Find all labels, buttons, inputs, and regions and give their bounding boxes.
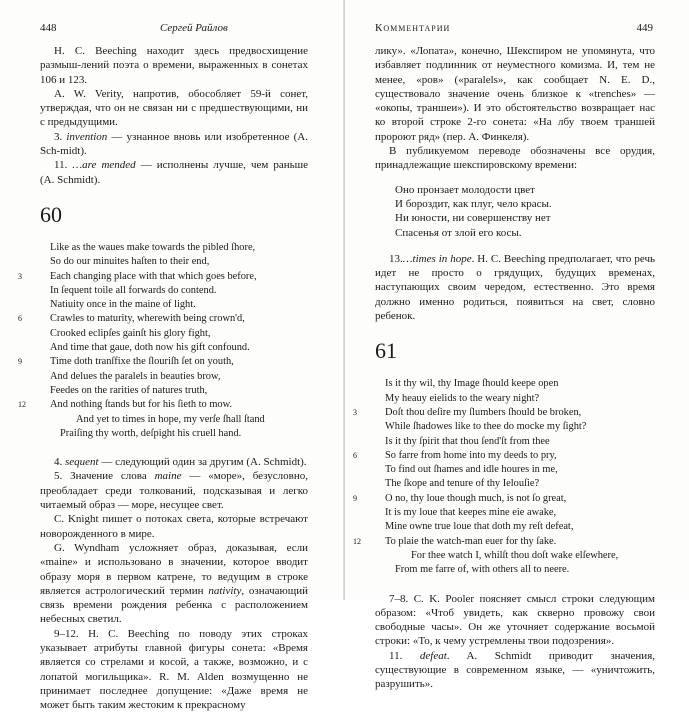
right-header <box>375 22 653 38</box>
poem-line: 6 Crawles to maturity, wherewith being crown'd, <box>40 312 308 326</box>
quote-line: Спасенья от злой его косы. <box>395 226 522 239</box>
right-page <box>345 0 689 691</box>
commentary-13: 13.…times in hope. H. C. Beeching предполагает, что речь идет не просто о грядущих, будущих временах, наступающих своим чередом, естественно. Это время должно именно родиться, появиться на свет, словно ребенок. <box>375 252 655 323</box>
poem-line: Mine owne true loue that doth my reſt defeat, <box>385 521 574 533</box>
commentary-5: 5. Значение слова maine — «море», безусловно, преобладает среди толкований, подсказывая и легко читаемый образ — море, несущее свет. <box>40 470 308 512</box>
commentary-wyndham: G. Wyndham усложняет образ, доказывая, если «maine» и использовано в значении, которое вводит образу моря в первом катрене, то ведущим в строке является астрологический термин nativity, означающий связь времени рождения ребенка с расположением небесных светил. <box>40 541 308 626</box>
line-marker: 12 <box>353 536 361 546</box>
commentary-9-12: 9–12. H. C. Beeching по поводу этих строках указывает атрибуты главной фигуры сонета: «Время является со стрелами и косой, а также, возможно, и с лопатой могильщика». R. M. Alden возмущенно не принимает последнее допущение: «Даже время не может быть таким жестоким к прекрасному <box>40 627 308 712</box>
quote-line: Ни юности, ни совершенству нет <box>395 212 551 225</box>
paragraph: лику». «Лопата», конечно, Шекспиром не упомянута, что избавляет подлинник от неуместного комизма. И, тем не менее, «ров» («paralels», как сообщает N. E. D., существовало значение очень близкое к «trenches» — «окопы, траншеи»). И это обстоятельство возвращает нас ко второй строке 2-го сонета: «На лбу твоем траншей пророют ряд» (пер. А. Финкеля). <box>375 45 655 143</box>
poem-line: To find out ſhames and idle houres in me, <box>385 464 558 476</box>
sonnet-60-text <box>18 241 308 441</box>
right-body <box>353 44 655 692</box>
line-marker: 12 <box>18 400 26 410</box>
poem-line: 3 Each changing place with that which goes before, <box>40 270 308 284</box>
poem-line: And time that gaue, doth now his gift confound. <box>50 342 250 354</box>
poem-line: My heauy eielids to the weary night? <box>385 392 540 404</box>
quote-line: Оно пронзает молодости цвет <box>395 183 535 196</box>
poem-line: From me farre of, with others all to neere. <box>395 564 570 576</box>
poem-line: Is it thy wil, thy Image ſhould keepe open <box>385 378 559 390</box>
poem-line: It is my loue that keepes mine eie awake, <box>385 507 557 519</box>
poem-line: 12 And nothing ſtands but for his ſieth to mow. <box>40 398 308 412</box>
running-head: Сергей Райлов <box>160 22 228 34</box>
poem-line: 9 O no, thy loue though much, is not ſo great, <box>375 492 655 506</box>
running-head: Комментарии <box>375 22 451 34</box>
line-marker: 9 <box>353 493 357 503</box>
poem-line: Natiuity once in the maine of light. <box>50 299 196 311</box>
sonnet-61-text <box>353 377 655 577</box>
poem-line: 6 So farre from home into my deeds to pry, <box>375 449 655 463</box>
page-number: 449 <box>636 22 653 34</box>
left-header <box>40 22 308 38</box>
line-marker: 6 <box>353 450 357 460</box>
poem-line: In ſequent toile all forwards do contend. <box>50 284 217 296</box>
poem-line: The ſkope and tenure of thy Ielouſie? <box>385 478 540 490</box>
poem-line: While ſhadowes like to thee do mocke my ſight? <box>385 421 587 433</box>
sonnet-number: 61 <box>375 338 397 364</box>
translation-quote <box>395 183 655 240</box>
paragraph: A. W. Verity, напротив, обособляет 59-й сонет, утверждая, что он не связан ни с предшествующими, ни с предыдущими. <box>40 87 308 129</box>
note-11: 11. …are mended — исполнены лучше, чем раньше (A. Schmidt). <box>40 159 308 186</box>
line-marker: 3 <box>18 271 22 281</box>
poem-line: And yet to times in hope, my verſe ſhall ſtand <box>76 413 265 425</box>
paragraph: В публикуемом переводе обозначены все орудия, принадлежащие шекспировскому времени: <box>375 145 655 172</box>
poem-line: So do our minuites haſten to their end, <box>50 256 210 268</box>
commentary-11: 11. defeat. A. Schmidt приводит значения, существующие в современном языке, — «уничтожить, разрушить». <box>375 649 655 691</box>
poem-line: 3 Doſt thou deſire my ſlumbers ſhould be broken, <box>375 406 655 420</box>
line-marker: 6 <box>18 314 22 324</box>
left-page <box>0 0 344 712</box>
line-marker: 3 <box>353 407 357 417</box>
line-marker: 9 <box>18 357 22 367</box>
poem-line: 9 Time doth tranſfixe the ſlouriſh ſet on youth, <box>40 355 308 369</box>
quote-line: И бороздит, как плуг, чело красы. <box>395 197 552 210</box>
note-3: 3. invention — узнанное вновь или изобретенное (A. Sch-midt). <box>40 130 308 158</box>
paragraph: H. C. Beeching находит здесь предвосхищение размыш-лений поэта о времени, выраженных в сонетах 106 и 123. <box>40 45 308 86</box>
poem-line: Like as the waues make towards the pibled ſhore, <box>50 241 256 253</box>
poem-line: Feedes on the rarities of natures truth, <box>50 384 208 396</box>
left-body <box>18 44 308 712</box>
poem-line: Praiſing thy worth, deſpight his cruell hand. <box>60 427 242 439</box>
sonnet-number: 60 <box>40 201 62 227</box>
poem-line: And delues the paralels in beauties brow, <box>50 370 221 382</box>
poem-line: Is it thy ſpirit that thou ſend'ſt from thee <box>385 435 550 447</box>
commentary-7-8: 7–8. C. K. Pooler поясняет смысл строки следующим образом: «Чтоб увидеть, как скверно провожу свои свободные часы». Он же уточняет содержание восьмой строки: «То, к чему устремлены твои подозрения». <box>375 592 655 648</box>
poem-line: 12 To plaie the watch-man euer for thy ſake. <box>375 535 655 549</box>
poem-line: Crooked eclipſes gainſt his glory fight, <box>50 327 211 339</box>
page-number: 448 <box>40 22 57 34</box>
poem-line: For thee watch I, whilſt thou doſt wake elſewhere, <box>411 549 619 561</box>
commentary-knight: C. Knight пишет о потоках света, которые встречают новорожденного в мире. <box>40 513 308 540</box>
commentary-4: 4. sequent — следующий один за другим (A. Schmidt). <box>54 456 307 469</box>
